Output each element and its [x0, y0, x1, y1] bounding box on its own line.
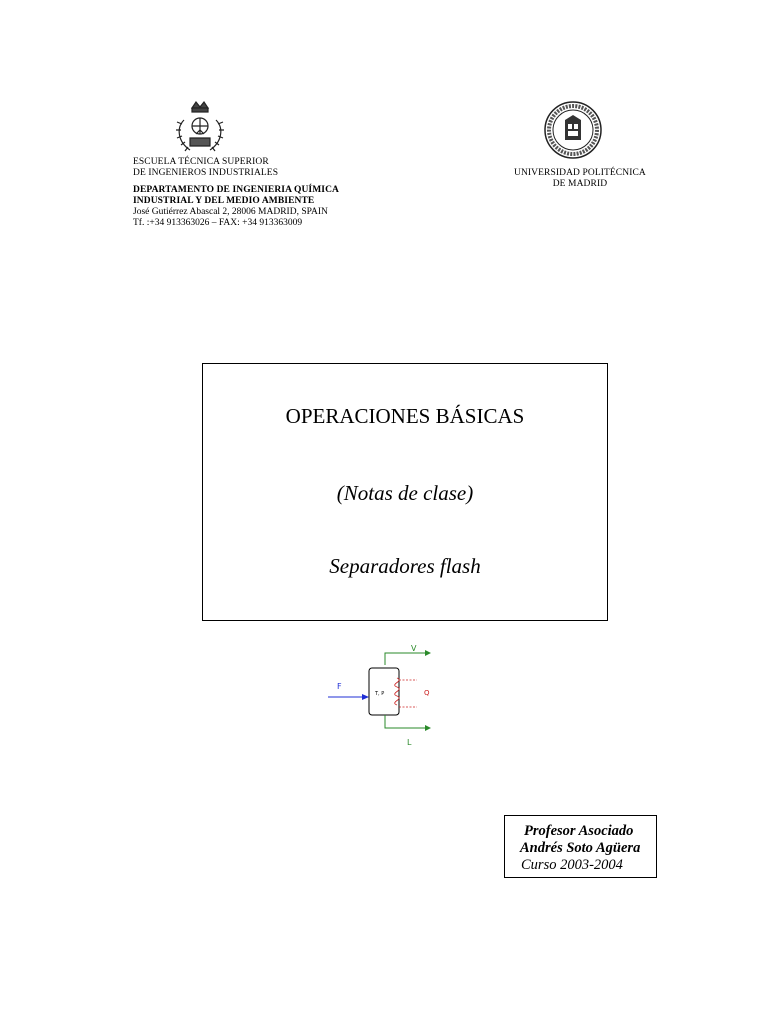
document-subtitle: (Notas de clase) — [336, 481, 474, 505]
course-year: Curso 2003-2004 — [521, 857, 623, 873]
document-title: OPERACIONES BÁSICAS — [285, 404, 525, 428]
school-name — [133, 157, 278, 179]
university-name — [514, 168, 646, 190]
feed-label: F — [337, 682, 342, 691]
department-info — [133, 185, 339, 229]
title-box — [202, 363, 608, 621]
author-role: Profesor Asociado — [524, 823, 634, 839]
university-seal-icon — [543, 100, 603, 160]
address-line: José Gutiérrez Abascal 2, 28006 MADRID, SPAIN — [133, 207, 328, 217]
university-line-1: UNIVERSIDAD POLITÉCNICA — [514, 168, 646, 178]
vapor-label: V — [411, 644, 417, 653]
department-line-1: DEPARTAMENTO DE INGENIERIA QUÍMICA — [133, 185, 340, 195]
heat-label: Q — [424, 689, 430, 697]
vessel-label: T, P — [375, 691, 385, 697]
document-topic: Separadores flash — [329, 554, 481, 578]
flash-separator-diagram — [325, 640, 445, 750]
phone-fax-line: Tf. :+34 913363026 – FAX: +34 913363009 — [133, 218, 303, 228]
school-line-2: DE INGENIEROS INDUSTRIALES — [133, 168, 279, 178]
school-crest-icon — [170, 98, 230, 156]
author-name: Andrés Soto Agüera — [520, 840, 641, 856]
school-line-1: ESCUELA TÉCNICA SUPERIOR — [133, 157, 269, 167]
liquid-label: L — [407, 738, 412, 747]
department-line-2: INDUSTRIAL Y DEL MEDIO AMBIENTE — [133, 196, 315, 206]
author-box — [504, 815, 657, 878]
university-line-2: DE MADRID — [552, 179, 608, 189]
